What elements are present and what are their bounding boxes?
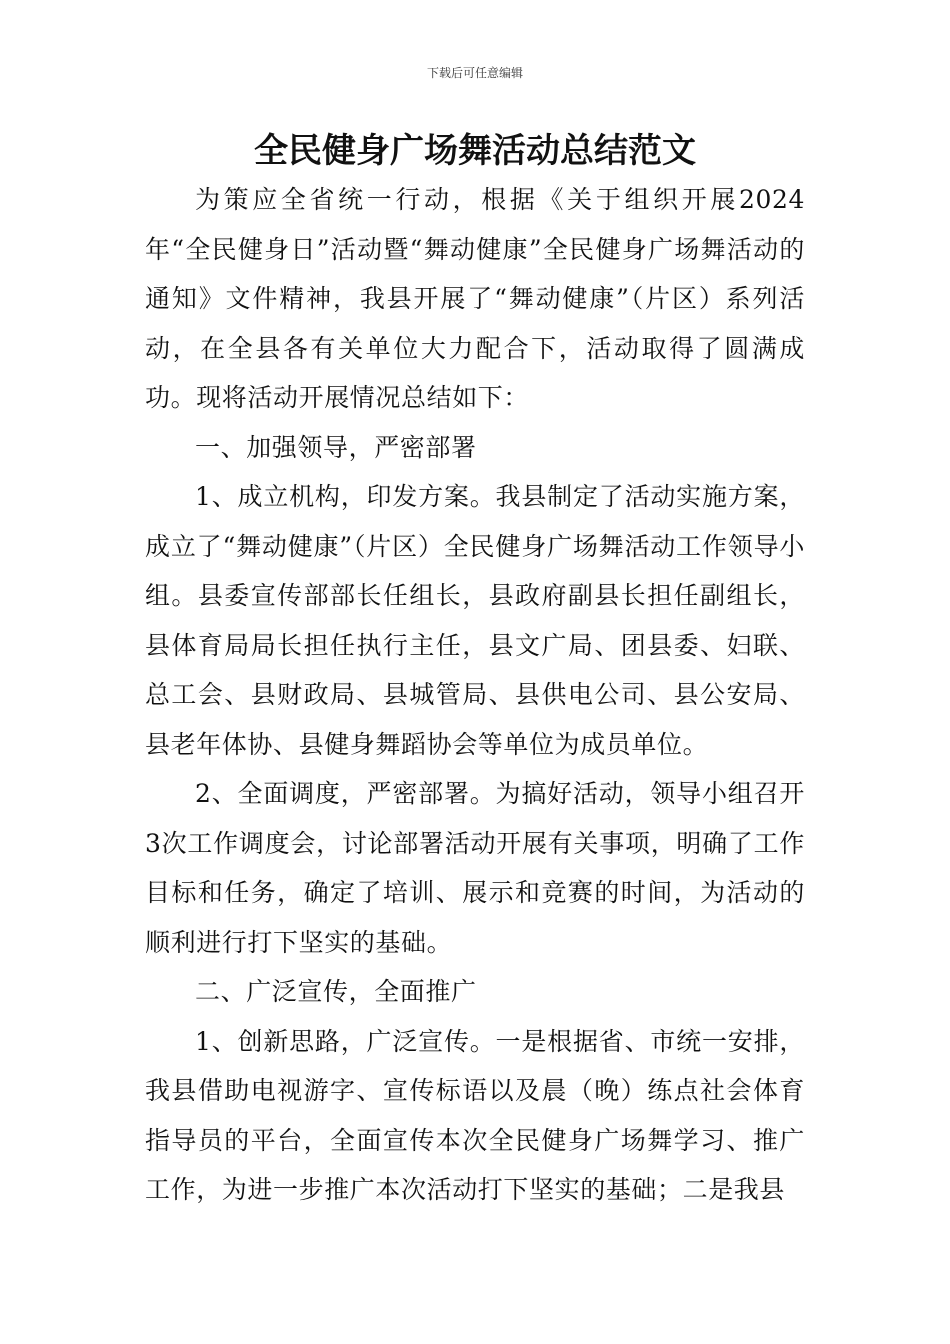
paragraph-intro: 为策应全省统一行动，根据《关于组织开展2024年“全民健身日”活动暨“舞动健康”全民健身广场舞活动的通知》文件精神，我县开展了“舞动健康”（片区）系列活动，在全县各有关单位大力配合下，活动取得了圆满成功。现将活动开展情况总结如下： bbox=[145, 185, 805, 412]
section-heading-2: 二、广泛宣传，全面推广 bbox=[195, 977, 477, 1006]
paragraph-1-2: 2、全面调度，严密部署。为搞好活动，领导小组召开3次工作调度会，讨论部署活动开展有关事项，明确了工作目标和任务，确定了培训、展示和竞赛的时间，为活动的顺利进行打下坚实的基础。 bbox=[145, 779, 805, 957]
section-heading-1: 一、加强领导，严密部署 bbox=[195, 432, 477, 462]
paragraph-1-1: 1、成立机构，印发方案。我县制定了活动实施方案，成立了“舞动健康”（片区）全民健身广场舞活动工作领导小组。县委宣传部部长任组长，县政府副县长担任副组长，县体育局局长担任执行主任，县文广局、团县委、妇联、总工会、县财政局、县城管局、县供电公司、县公安局、县老年体协、县健身舞蹈协会等单位为成员单位。 bbox=[145, 482, 805, 759]
document-body bbox=[145, 175, 805, 1215]
header-note: 下载后可任意编辑 bbox=[426, 66, 523, 80]
document-title: 全民健身广场舞活动总结范文 bbox=[254, 131, 696, 171]
paragraph-2-1: 1、创新思路，广泛宣传。一是根据省、市统一安排，我县借助电视游字、宣传标语以及晨（晚）练点社会体育指导员的平台，全面宣传本次全民健身广场舞学习、推广工作，为进一步推广本次活动打下坚实的基础；二是我县 bbox=[145, 1026, 805, 1204]
